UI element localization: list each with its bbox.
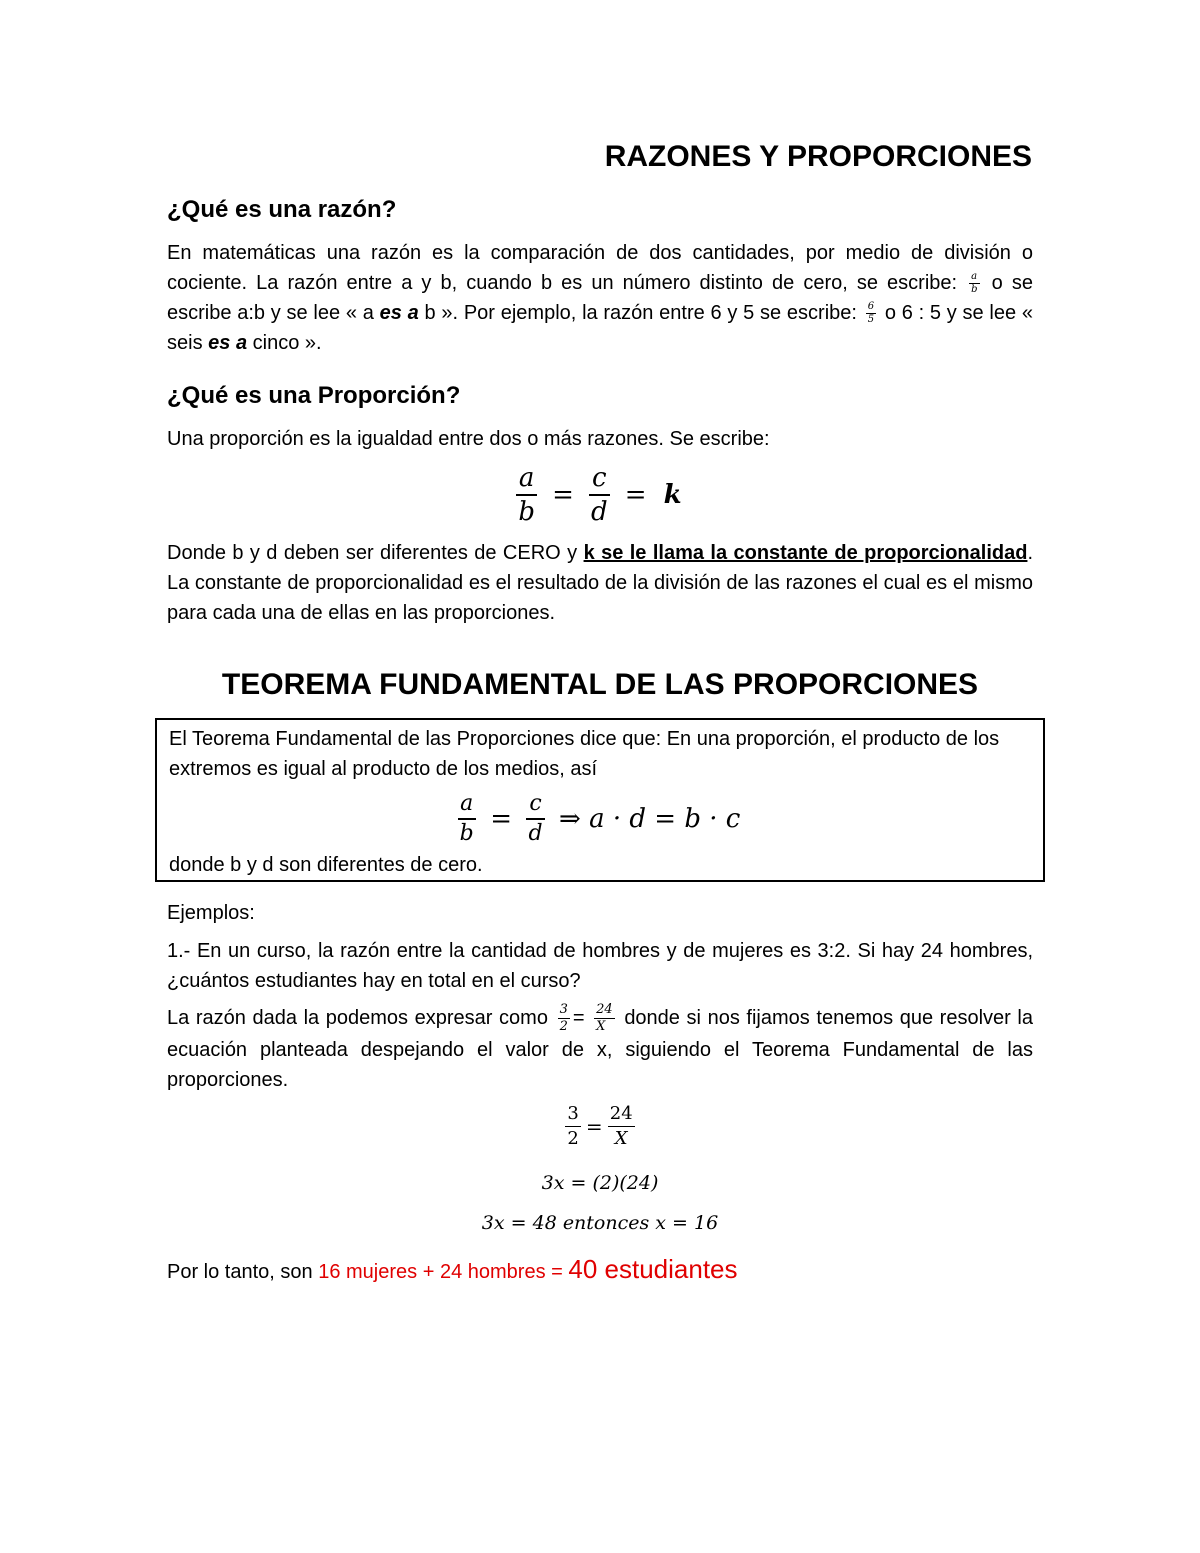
step-1-equation xyxy=(0,1102,1200,1151)
explanation-text-a: La razón dada la podemos expresar como xyxy=(167,1006,548,1029)
es-a-emphasis: es a xyxy=(379,302,419,324)
equals-sign: = xyxy=(585,1114,603,1139)
examples-label: Ejemplos: xyxy=(167,902,255,924)
constante-text-b: . La constante de proporcionalidad es el resultado de la división de las razones el cual es el mismo para cada una de ellas en las proporciones. xyxy=(167,542,1034,624)
paragraph-razon xyxy=(167,238,1033,358)
fraction-c-over-d: $\frac{c}{d}$ xyxy=(590,463,608,527)
razon-text-b: o se escribe a:b y se lee « a xyxy=(167,272,1033,324)
constante-text-a: Donde b y d deben ser diferentes de CERO y xyxy=(167,542,578,564)
fraction-24-x: $\frac{24}{X}$ xyxy=(609,1103,633,1149)
fraction-c-over-d: $\frac{c}{d}$ xyxy=(528,791,543,846)
theorem-result: ⇒ a · d = b · c xyxy=(559,804,741,834)
equals-sign: = xyxy=(552,480,574,510)
razon-text-c: b ». Por ejemplo, la razón entre 6 y 5 se escribe: xyxy=(424,302,857,324)
constante-definition: k se le llama la constante de proporcionalidad xyxy=(583,542,1028,564)
page-title: RAZONES Y PROPORCIONES xyxy=(604,140,1032,173)
heading-proporcion: ¿Qué es una Proporción? xyxy=(167,382,461,409)
fraction-3-2: $\frac{3}{2}$ xyxy=(559,1002,568,1034)
constant-k: k xyxy=(663,480,682,510)
paragraph-constante xyxy=(167,538,1033,628)
explanation-text-b: donde si nos fijamos tenemos que resolver la ecuación planteada despejando el valor de x, siguiendo el Teorema Fundamental de las proporciones. xyxy=(167,1006,1033,1091)
razon-text-a: En matemáticas una razón es la comparación de dos cantidades, por medio de división o cociente. La razón entre a y b, cuando b es un número distinto de cero, se escribe: xyxy=(167,242,1033,294)
fraction-a-over-b: $\frac{a}{b}$ xyxy=(518,463,535,527)
heading-razon: ¿Qué es una razón? xyxy=(167,196,397,223)
example-1-explanation xyxy=(167,1002,1033,1095)
conclusion-result: 40 estudiantes xyxy=(568,1254,738,1284)
step-3-equation: 3x = 48 entonces x = 16 xyxy=(481,1212,719,1234)
proporcion-intro: Una proporción es la igualdad entre dos o más razones. Se escribe: xyxy=(167,428,770,450)
fraction-3-2: $\frac{3}{2}$ xyxy=(567,1103,579,1149)
razon-text-e: cinco ». xyxy=(252,332,322,354)
theorem-box xyxy=(155,718,1045,882)
fraction-a-b: $\frac{a}{b}$ xyxy=(971,271,978,296)
heading-teorema: TEOREMA FUNDAMENTAL DE LAS PROPORCIONES xyxy=(221,668,979,701)
theorem-text: El Teorema Fundamental de las Proporciones dice que: En una proporción, el producto de los extremos es igual al producto de los medios, así xyxy=(169,728,1000,780)
equals-sign: = xyxy=(624,480,647,510)
es-a-emphasis: es a xyxy=(208,332,248,354)
equals-sign: = xyxy=(490,804,513,834)
razon-text-d: o 6 : 5 y se lee « seis xyxy=(167,302,1033,354)
conclusion-text: Por lo tanto, son xyxy=(167,1261,313,1283)
theorem-equation xyxy=(157,790,1043,848)
fraction-a-over-b: $\frac{a}{b}$ xyxy=(459,791,474,846)
fraction-6-5: $\frac{6}{5}$ xyxy=(867,301,875,326)
equals-sign: = xyxy=(572,1006,585,1029)
theorem-footer: donde b y d son diferentes de cero. xyxy=(169,854,483,876)
conclusion-highlight: 16 mujeres + 24 hombres = xyxy=(318,1261,563,1283)
fraction-24-x: $\frac{24}{X}$ xyxy=(596,1002,613,1034)
example-1-statement: 1.- En un curso, la razón entre la cantidad de hombres y de mujeres es 3:2. Si hay 24 hombres, ¿cuántos estudiantes hay en total en el curso? xyxy=(167,940,1033,992)
step-2-equation: 3x = (2)(24) xyxy=(541,1172,659,1194)
proportion-equation xyxy=(0,462,1200,528)
conclusion xyxy=(167,1254,1033,1287)
